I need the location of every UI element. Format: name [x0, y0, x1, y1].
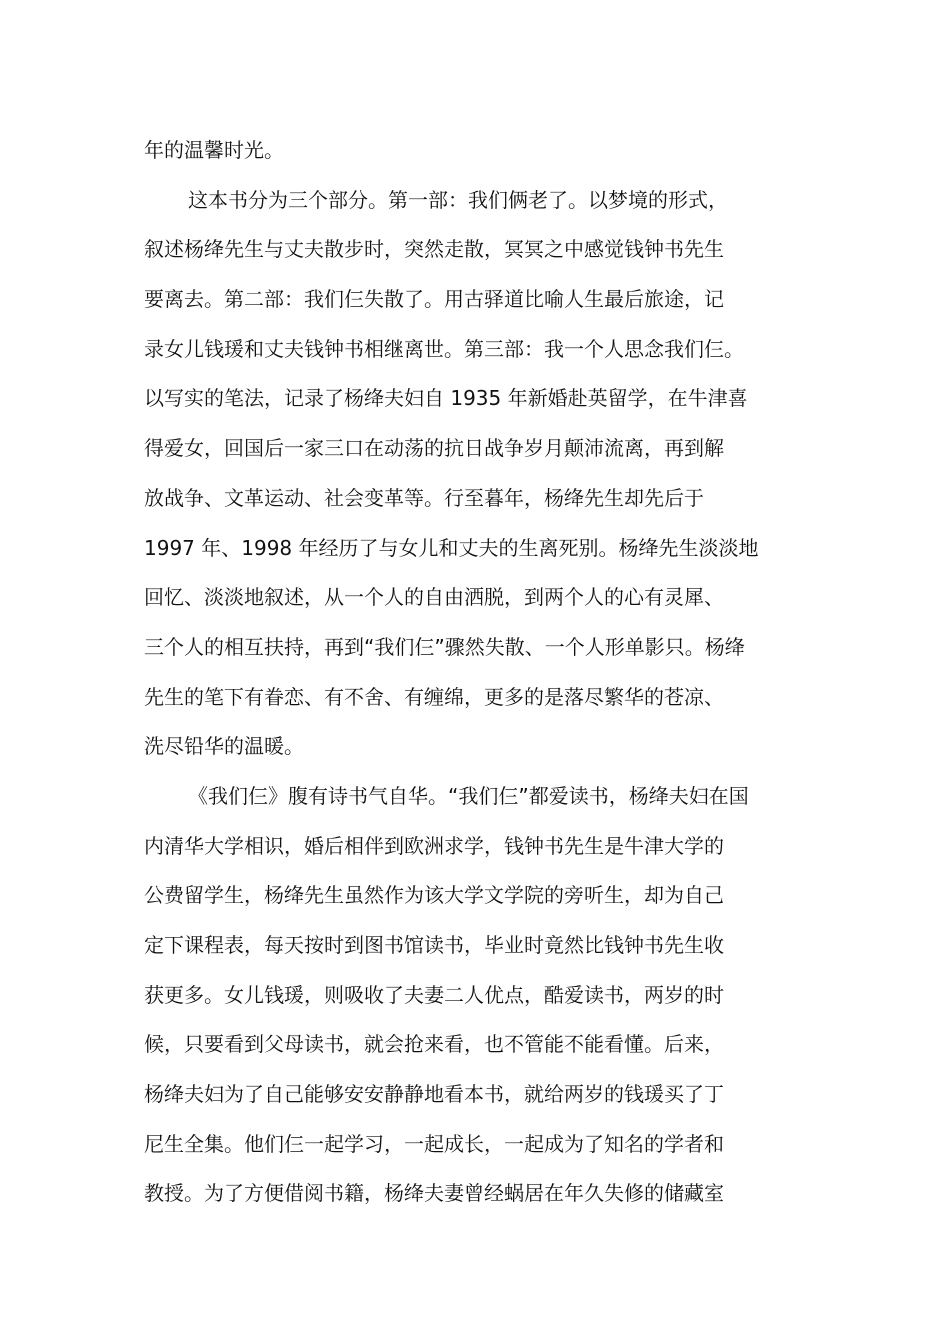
text-line: 洗尽铅华的温暖。: [144, 734, 304, 759]
text-line: 放战争、文革运动、社会变革等。行至暮年，杨绛先生却先后于: [144, 485, 704, 510]
body-text: [144, 126, 814, 1219]
text-line: 候，只要看到父母读书，就会抢来看，也不管能不能看懂。后来，: [144, 1032, 724, 1057]
text-line: 内清华大学相识，婚后相伴到欧洲求学，钱钟书先生是牛津大学的: [144, 833, 724, 858]
text-line: 教授。为了方便借阅书籍，杨绛夫妻曾经蜗居在年久失修的储藏室: [144, 1181, 724, 1206]
text-line: 三个人的相互扶持，再到“我们仨”骤然失散、一个人形单影只。杨绛: [144, 634, 745, 659]
text-line: 回忆、淡淡地叙述，从一个人的自由洒脱，到两个人的心有灵犀、: [144, 585, 724, 610]
text-line: 年的温馨时光。: [144, 138, 284, 162]
text-line: 获更多。女儿钱瑗，则吸收了夫妻二人优点，酷爱读书，两岁的时: [144, 982, 724, 1007]
paragraph-start-line: 《我们仨》腹有诗书气自华。“我们仨”都爱读书，杨绛夫妇在国: [188, 783, 749, 808]
text-line: 得爱女，回国后一家三口在动荡的抗日战争岁月颠沛流离，再到解: [144, 436, 724, 461]
text-line: 以写实的笔法，记录了杨绛夫妇自 1935 年新婚赴英留学，在牛津喜: [144, 386, 748, 411]
text-line: 录女儿钱瑗和丈夫钱钟书相继离世。第三部：我一个人思念我们仨。: [144, 336, 744, 361]
text-line: 先生的笔下有眷恋、有不舍、有缠绵，更多的是落尽繁华的苍凉、: [144, 684, 724, 709]
paragraph-start-line: 这本书分为三个部分。第一部：我们俩老了。以梦境的形式，: [188, 187, 728, 212]
text-line: 公费留学生，杨绛先生虽然作为该大学文学院的旁听生，却为自己: [144, 883, 724, 908]
text-line: 要离去。第二部：我们仨失散了。用古驿道比喻人生最后旅途，记: [144, 287, 724, 312]
text-line: 杨绛夫妇为了自己能够安安静静地看本书，就给两岁的钱瑗买了丁: [144, 1082, 724, 1107]
text-line: 1997 年、1998 年经历了与女儿和丈夫的生离死别。杨绛先生淡淡地: [144, 535, 759, 560]
text-line: 定下课程表，每天按时到图书馆读书，毕业时竟然比钱钟书先生收: [144, 933, 724, 957]
text-line: 尼生全集。他们仨一起学习，一起成长，一起成为了知名的学者和: [144, 1131, 724, 1156]
text-line: 叙述杨绛先生与丈夫散步时，突然走散，冥冥之中感觉钱钟书先生: [144, 237, 724, 262]
